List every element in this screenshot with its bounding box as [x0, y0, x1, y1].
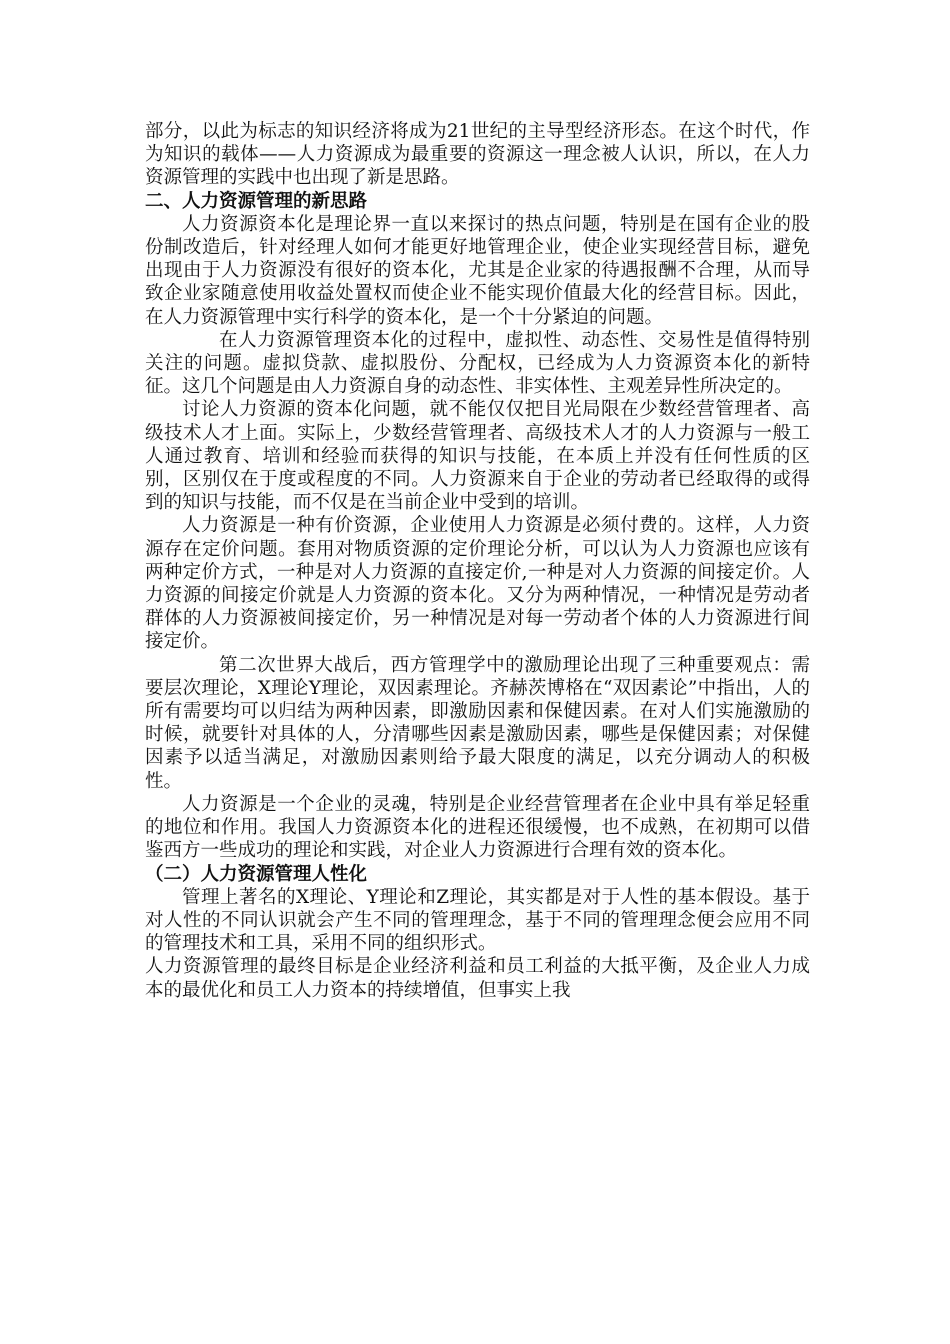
paragraph-scope: 讨论人力资源的资本化问题，就不能仅仅把目光局限在少数经营管理者、高级技术人才上面。实际上，少数经营管理者、高级技术人才的人力资源与一般工人通过教育、培训和经验而获得的知识与技能，在本质上并没有任何性质的区别，区别仅在于度或程度的不同。人力资源来自于企业的劳动者已经取得的或得到的知识与技能，而不仅是在当前企业中受到的培训。 [145, 399, 810, 514]
paragraph-intro-continuation: 部分，以此为标志的知识经济将成为21世纪的主导型经济形态。在这个时代，作为知识的载体——人力资源成为最重要的资源这一理念被人认识，所以，在人力资源管理的实践中也出现了新是思路。 [145, 121, 810, 189]
paragraph-soul-of-enterprise: 人力资源是一个企业的灵魂，特别是企业经营管理者在企业中具有举足轻重的地位和作用。我国人力资源资本化的进程还很缓慢，也不成熟，在初期可以借鉴西方一些成功的理论和实践，对企业人力资源进行合理有效的资本化。 [145, 793, 810, 862]
section-heading-humanization: （二）人力资源管理人性化 [145, 863, 368, 885]
paragraph-virtualization: 在人力资源管理资本化的过程中，虚拟性、动态性、交易性是值得特别关注的问题。虚拟贷款、虚拟股份、分配权，已经成为人力资源资本化的新特征。这几个问题是由人力资源自身的动态性、非实体性、主观差异性所决定的。 [145, 329, 810, 398]
paragraph-final-goal: 人力资源管理的最终目标是企业经济利益和员工利益的大抵平衡，及企业人力成本的最优化和员工人力资本的持续增值，但事实上我 [145, 956, 810, 1001]
document-page [145, 120, 810, 1002]
paragraph-motivation-theory: 第二次世界大战后，西方管理学中的激励理论出现了三种重要观点：需要层次理论，X理论Y理论，双因素理论。齐赫茨博格在“双因素论”中指出，人的所有需要均可以归结为两种因素，即激励因素和保健因素。在对人们实施激励的时候，就要针对具体的人，分清哪些因素是激励因素，哪些是保健因素；对保健因素予以适当满足，对激励因素则给予最大限度的满足，以充分调动人的积极性。 [145, 654, 810, 792]
paragraph-capitalization: 人力资源资本化是理论界一直以来探讨的热点问题，特别是在国有企业的股份制改造后，针对经理人如何才能更好地管理企业，使企业实现经营目标，避免出现由于人力资源没有很好的资本化，尤其是企业家的待遇报酬不合理，从而导致企业家随意使用收益处置权而使企业不能实现价值最大化的经营目标。因此，在人力资源管理中实行科学的资本化，是一个十分紧迫的问题。 [145, 213, 810, 328]
paragraph-pricing: 人力资源是一种有价资源，企业使用人力资源是必须付费的。这样，人力资源存在定价问题。套用对物质资源的定价理论分析，可以认为人力资源也应该有两种定价方式，一种是对人力资源的直接定价,一种是对人力资源的间接定价。人力资源的间接定价就是人力资源的资本化。又分为两种情况，一种情况是劳动者群体的人力资源被间接定价，另一种情况是对每一劳动者个体的人力资源进行间接定价。 [145, 515, 810, 653]
paragraph-xyz-theory: 管理上著名的X理论、Y理论和Z理论，其实都是对于人性的基本假设。基于对人性的不同认识就会产生不同的管理理念，基于不同的管理理念便会应用不同的管理技术和工具，采用不同的组织形式。 [145, 886, 810, 955]
section-heading-new-approach: 二、人力资源管理的新思路 [145, 190, 368, 212]
